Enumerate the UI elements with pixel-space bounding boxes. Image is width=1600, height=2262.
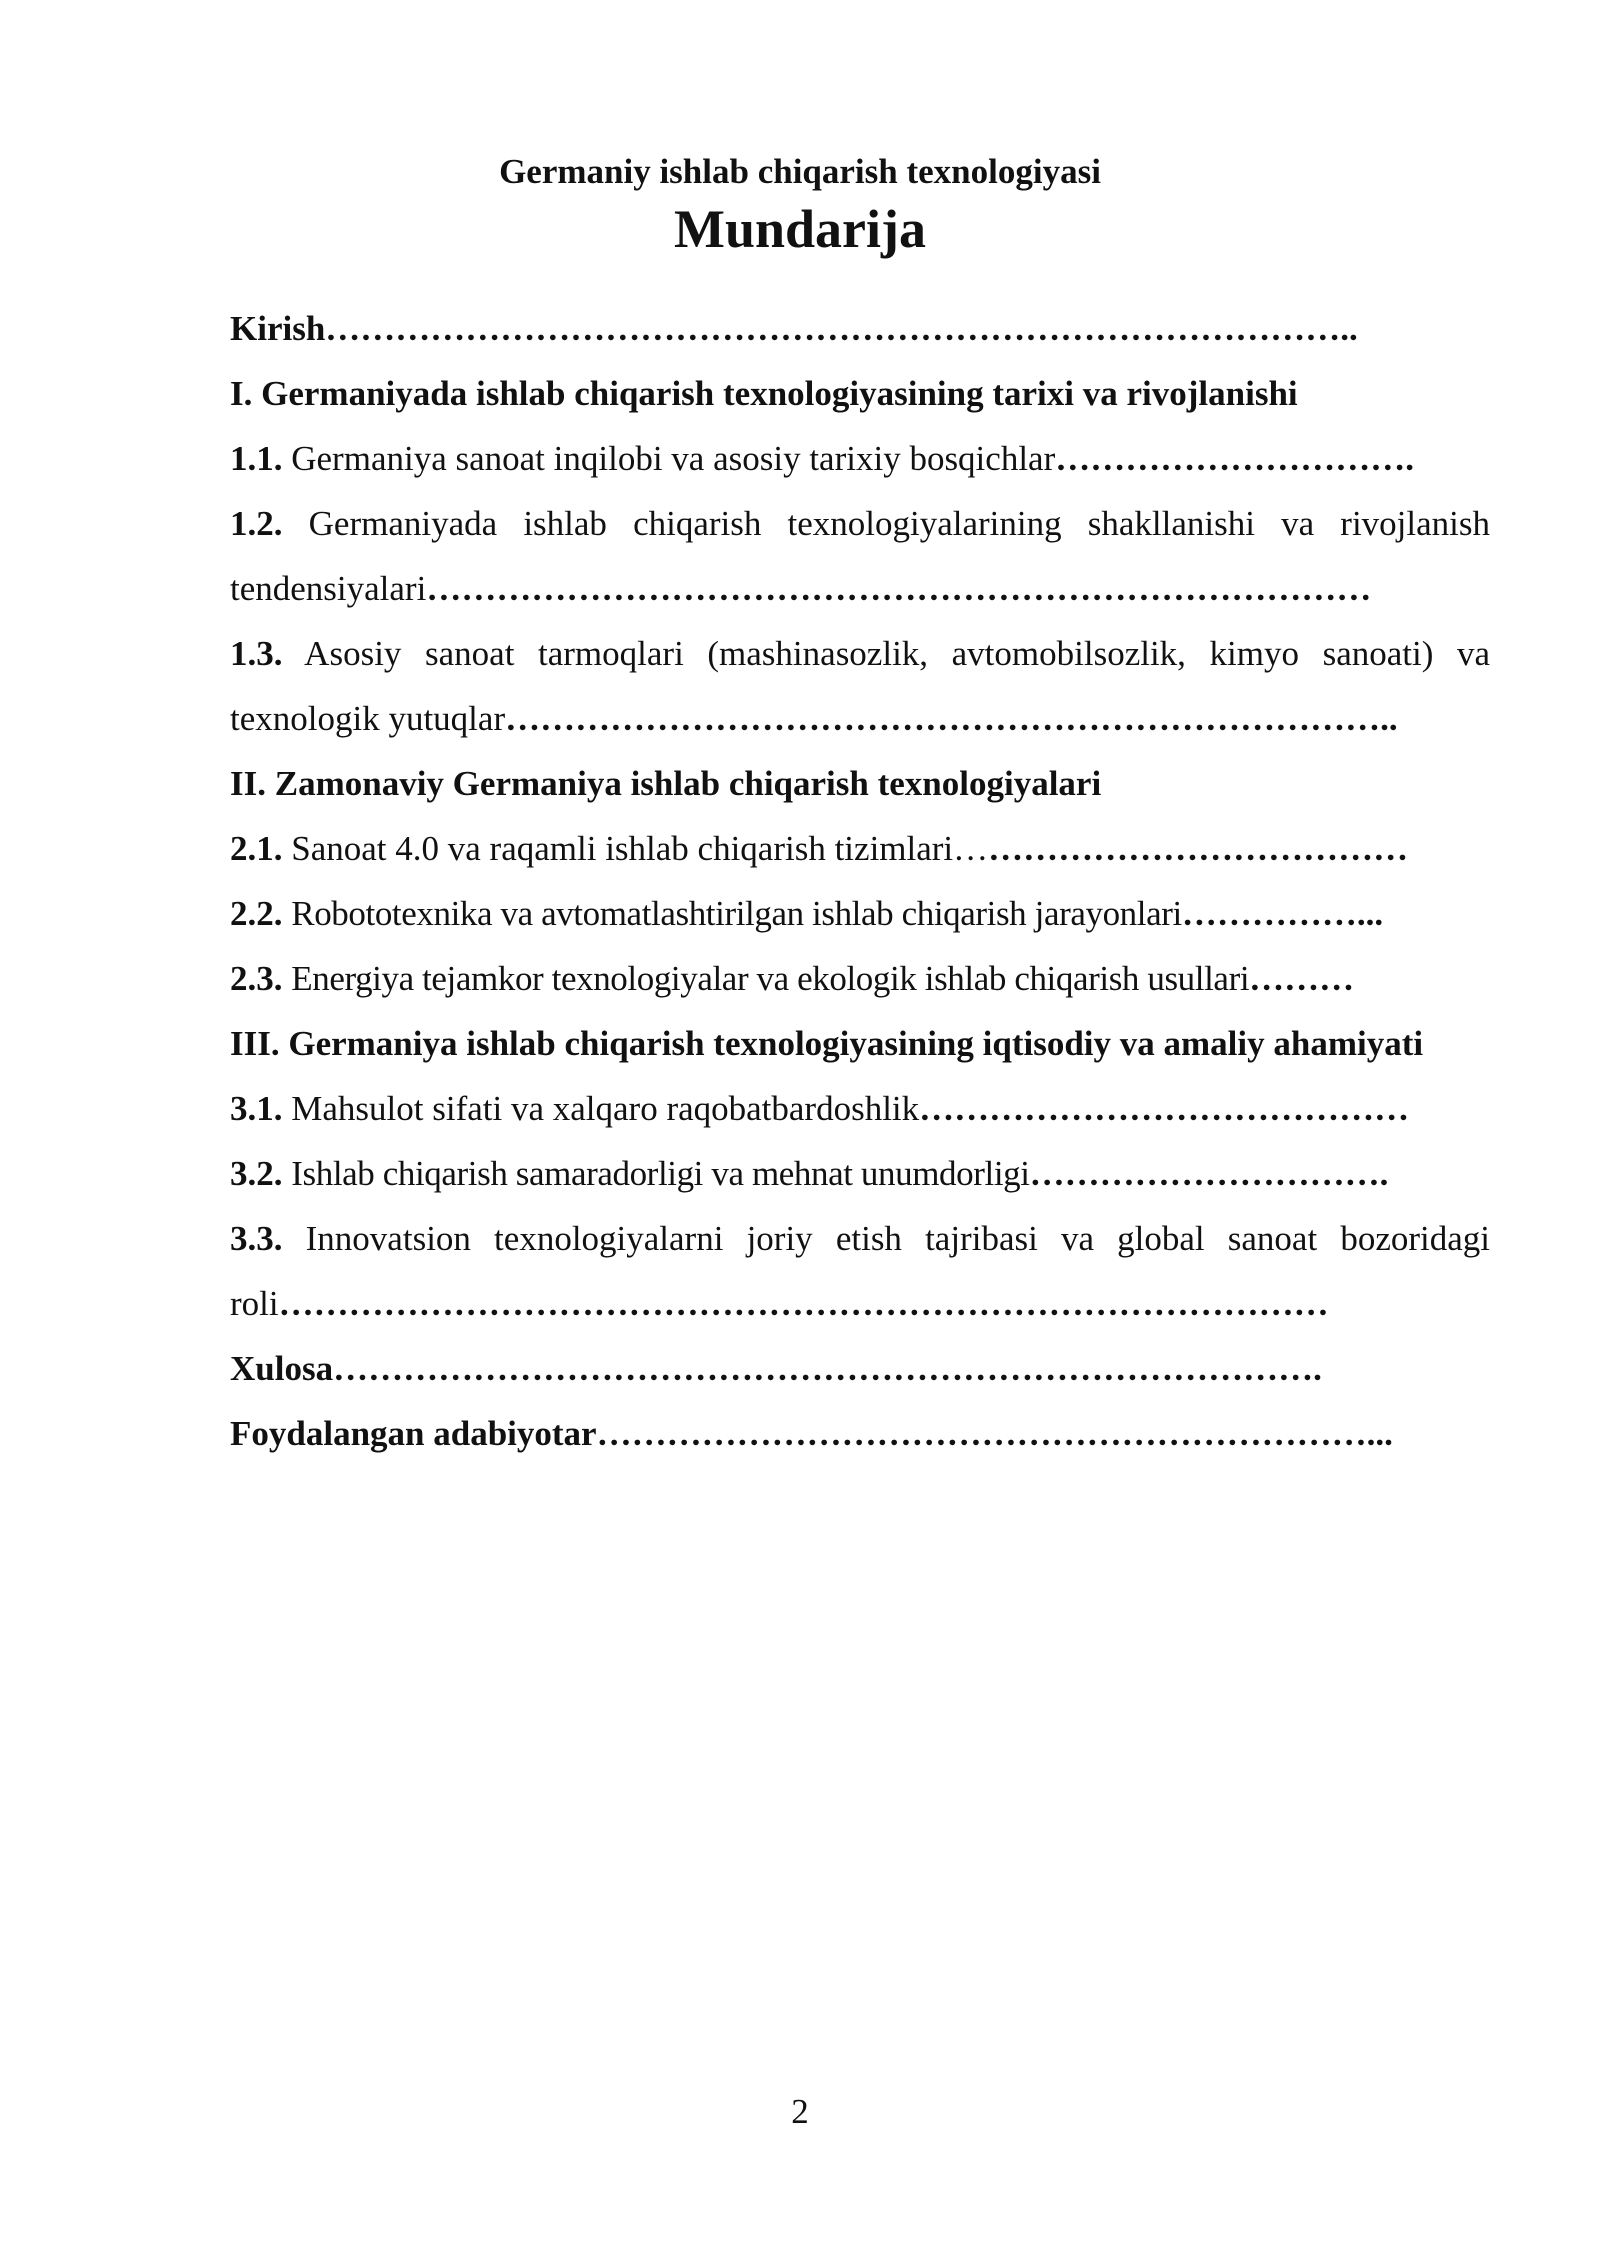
toc-entry-number: 1.2.: [230, 504, 283, 543]
toc-entry-label: Xulosa: [230, 1349, 334, 1388]
toc-leader-dots: …………………………………………………………………..: [505, 699, 1398, 738]
toc-entry-3-1: [230, 1076, 1490, 1141]
document-title: Germaniy ishlab chiqarish texnologiyasi: [499, 152, 1101, 191]
toc-entry-kirish: [230, 296, 1490, 361]
toc-leader-dots: ……………...: [1181, 894, 1384, 933]
toc-entry-number: 3.3.: [230, 1219, 283, 1258]
toc-entry-label: Ishlab chiqarish samaradorligi va mehnat unumdorligi: [291, 1154, 1030, 1193]
toc-entry-label: Kirish: [230, 309, 326, 348]
toc-leader-dots: ………………………………: [988, 829, 1409, 868]
toc-title: Mundarija: [673, 199, 927, 259]
toc-chapter-3: III. Germaniya ishlab chiqarish texnologiyasining iqtisodiy va amaliy ahamiyati: [230, 1024, 1424, 1063]
toc-leader-dots: ………………………………………………………………………………: [278, 1284, 1329, 1323]
toc-entry-2-3: [230, 946, 1490, 1011]
toc-entry-label: Asosiy sanoat tarmoqlari (mashinasozlik, avtomobilsozlik, kimyo sanoati) va texnologik yutuqlar: [230, 634, 1490, 738]
toc-entry-2-2: [230, 881, 1490, 946]
toc-leader-dots: ……………………………………………………………………………..: [325, 309, 1358, 348]
page-number: 2: [791, 2092, 809, 2131]
toc-leader-dots: ………………………….: [1055, 439, 1414, 478]
toc-leader-dots: ………………………………………………………………………: [426, 569, 1372, 608]
toc-entry-adabiyotlar: [230, 1401, 1490, 1466]
toc-entry-label: Germaniyada ishlab chiqarish texnologiyalarining shakllanishi va rivojlanish tendensiyalari: [230, 504, 1491, 608]
toc-chapter-1: I. Germaniyada ishlab chiqarish texnologiyasining tarixi va rivojlanishi: [230, 374, 1298, 413]
toc-entry-2-1: [230, 816, 1490, 881]
toc-entry-number: 3.1.: [230, 1089, 283, 1128]
toc-entry-number: 1.3.: [230, 634, 283, 673]
toc-entry-label: Germaniya sanoat inqilobi va asosiy tarixiy bosqichlar: [291, 439, 1056, 478]
toc-entry-number: 2.2.: [230, 894, 283, 933]
toc-entry-number: 2.1.: [230, 829, 283, 868]
toc-entry-3-3: [230, 1206, 1490, 1336]
toc-entry-label: Foydalangan adabiyotar: [230, 1414, 597, 1453]
toc-entry-number: 1.1.: [230, 439, 283, 478]
toc-entry-label: Innovatsion texnologiyalarni joriy etish tajribasi va global sanoat bozoridagi roli: [230, 1219, 1491, 1323]
toc-entry-label: Mahsulot sifati va xalqaro raqobatbardoshlik: [291, 1089, 920, 1128]
toc-entry-label: Robototexnika va avtomatlashtirilgan ishlab chiqarish jarayonlari: [291, 894, 1182, 933]
toc-entry-3-2: [230, 1141, 1490, 1206]
toc-entry-number: 3.2.: [230, 1154, 283, 1193]
toc-leader-dots: ………………………….: [1029, 1154, 1389, 1193]
toc-chapter-2: II. Zamonaviy Germaniya ishlab chiqarish texnologiyalari: [230, 764, 1102, 803]
toc-entry-xulosa: [230, 1336, 1490, 1401]
toc-leader-dots: ………: [1249, 959, 1355, 998]
toc-entry-1-3: [230, 621, 1490, 751]
toc-entry-label: Energiya tejamkor texnologiyalar va ekologik ishlab chiqarish usullari: [291, 959, 1250, 998]
toc-leader-dots: ……………………………………: [919, 1089, 1410, 1128]
toc-leader-dots: …………………………………………………………...: [596, 1414, 1393, 1453]
toc-leader-dots: ………………………………………………………………………….: [333, 1349, 1322, 1388]
toc-entry-label: Sanoat 4.0 va raqamli ishlab chiqarish tizimlari…: [291, 829, 989, 868]
toc-entry-1-1: [230, 426, 1490, 491]
table-of-contents: [230, 296, 1490, 1466]
toc-entry-1-2: [230, 491, 1490, 621]
toc-entry-number: 2.3.: [230, 959, 283, 998]
